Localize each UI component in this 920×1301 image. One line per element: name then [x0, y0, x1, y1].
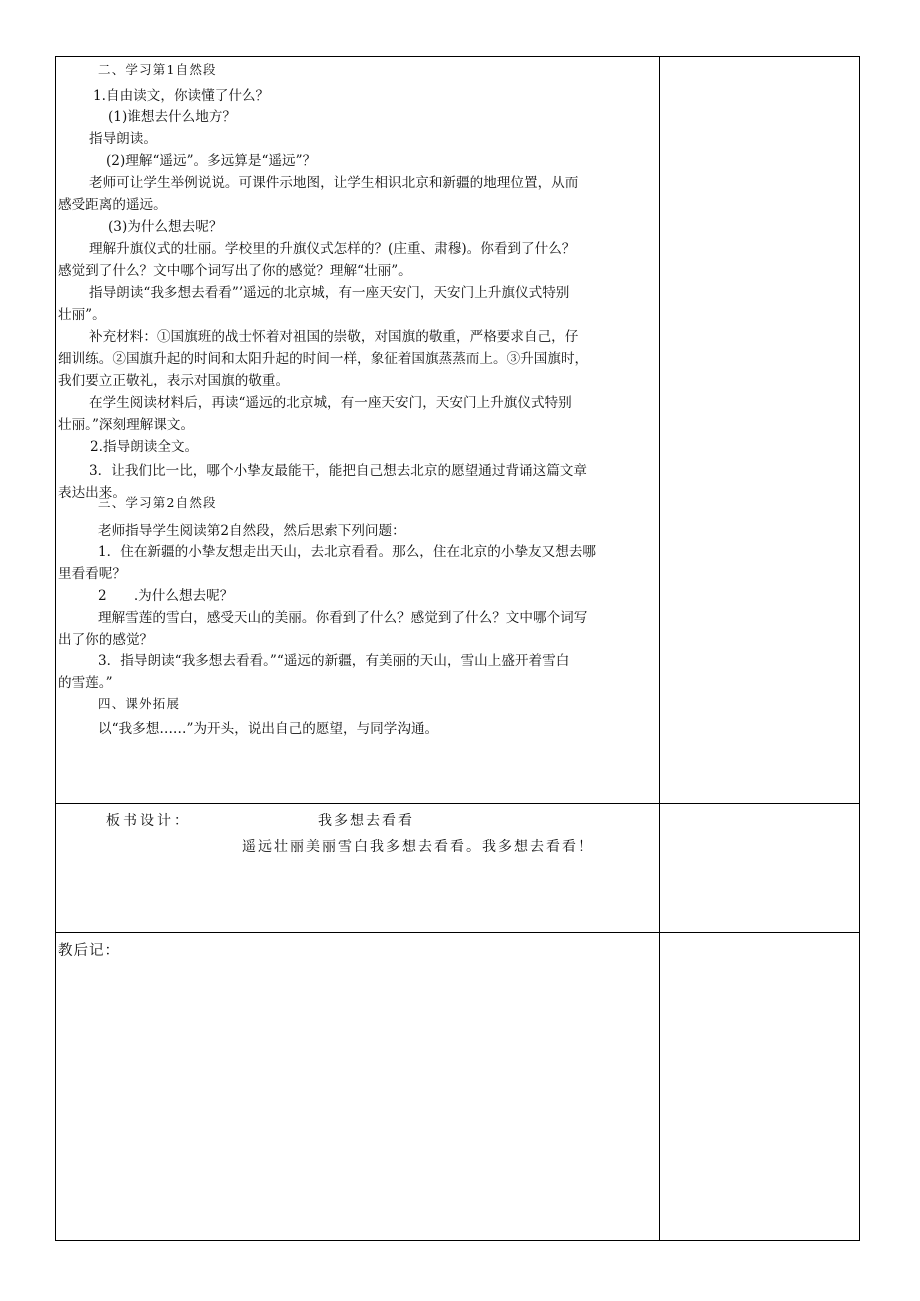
text-line: 指导朗读。 — [89, 131, 157, 147]
text-line: 出了你的感觉？ — [58, 632, 154, 648]
text-line: 老师指导学生阅读第2自然段，然后思索下列问题： — [98, 523, 406, 539]
section-heading: 四、课外拓展 — [98, 696, 181, 711]
text-line: 壮丽”。 — [58, 307, 106, 323]
teaching-notes-label: 教后记： — [58, 943, 120, 959]
board-design-line: 遥远壮丽美丽雪白我多想去看看。我多想去看看！ — [242, 839, 594, 855]
text-line: 指导朗读“我多想去看看”’遥远的北京城，有一座天安门，天安门上升旗仪式特别 — [89, 285, 570, 301]
text-line: (3)为什么想去呢？ — [108, 219, 223, 235]
text-line: 老师可让学生举例说说。可课件示地图，让学生相识北京和新疆的地理位置，从而 — [89, 175, 579, 191]
board-design-title: 我多想去看看 — [318, 813, 414, 829]
text-line: 理解升旗仪式的壮丽。学校里的升旗仪式怎样的？(庄重、肃穆)。你看到了什么？ — [89, 241, 576, 257]
row-divider-board — [56, 803, 859, 804]
text-line: (2)理解“遥远”。多远算是“遥远”？ — [106, 153, 317, 169]
text-line: 3．让我们比一比，哪个小挚友最能干，能把自己想去北京的愿望通过背诵这篇文章 — [89, 463, 588, 479]
text-line: 2.指导朗读全文。 — [90, 439, 199, 455]
text-line: 3．指导朗读“我多想去看看。”“遥远的新疆，有美丽的天山，雪山上盛开着雪白 — [98, 653, 570, 669]
section-heading: 二、学习第1自然段 — [98, 62, 217, 77]
text-line: 壮丽。”深刻理解课文。 — [58, 417, 195, 433]
section-heading: 三、学习第2自然段 — [98, 495, 217, 510]
text-line: 补充材料：①国旗班的战士怀着对祖国的崇敬，对国旗的敬重，严格要求自己，仔 — [89, 329, 579, 345]
text-line: 感觉到了什么？文中哪个词写出了你的感觉？理解“壮丽”。 — [58, 263, 412, 279]
text-line: (1)谁想去什么地方？ — [108, 109, 237, 125]
text-line: 的雪莲。” — [58, 675, 113, 691]
text-line: 细训练。②国旗升起的时间和太阳升起的时间一样，象征着国旗蒸蒸而上。③升国旗时， — [58, 351, 589, 367]
text-line: 里看看呢？ — [58, 566, 126, 582]
text-line: 以“我多想……”为开头，说出自己的愿望，与同学沟通。 — [98, 721, 439, 737]
row-divider-notes — [56, 932, 859, 933]
column-divider — [659, 57, 660, 1240]
text-line: 1.自由读文，你读懂了什么？ — [93, 88, 270, 104]
text-line: 我们要立正敬礼，表示对国旗的敬重。 — [58, 373, 290, 389]
text-line: 1．住在新疆的小挚友想走出天山，去北京看看。那么，住在北京的小挚友又想去哪 — [98, 544, 597, 560]
text-line: 理解雪莲的雪白，感受天山的美丽。你看到了什么？感觉到了什么？文中哪个词写 — [98, 610, 588, 626]
text-line: 在学生阅读材料后，再读“遥远的北京城，有一座天安门，天安门上升旗仪式特别 — [89, 395, 572, 411]
board-design-label: 板书设计： — [106, 813, 191, 829]
lesson-plan-table — [55, 56, 860, 1241]
lesson-content-cell — [56, 57, 659, 803]
text-line: 感受距离的遥远。 — [58, 197, 167, 213]
text-line: 2 .为什么想去呢？ — [98, 588, 234, 604]
text-line: 表达出来。 — [58, 485, 126, 501]
